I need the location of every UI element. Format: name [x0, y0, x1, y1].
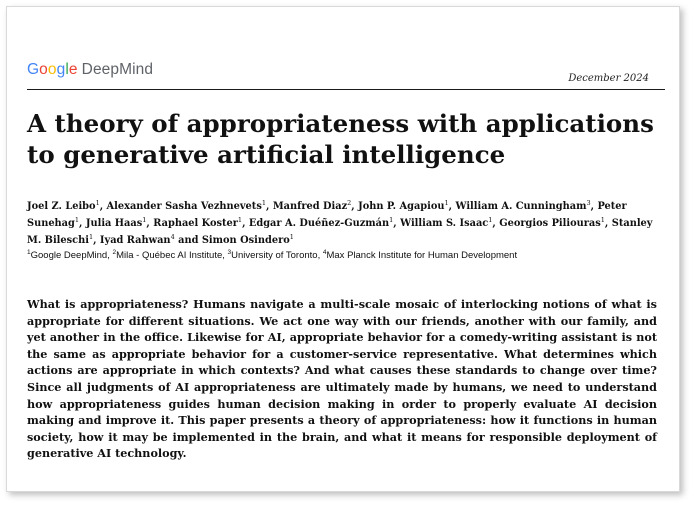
author-name: Edgar A. Duéñez-Guzmán — [248, 218, 390, 229]
author-name: Iyad Rahwan — [99, 235, 171, 246]
author-name: Simon Osindero — [201, 235, 290, 246]
author-affiliation-marker: 1 — [237, 216, 243, 224]
affiliation-name: Google DeepMind — [30, 250, 108, 261]
author-affiliation-marker: 1 — [74, 216, 80, 224]
author-name: Joel Z. Leibo — [27, 201, 96, 212]
publication-date: December 2024 — [568, 73, 649, 84]
paper-title — [27, 108, 667, 170]
author-affiliation-marker: 2 — [347, 199, 352, 207]
affiliation-number: 4 — [322, 249, 327, 256]
author-name: William A. Cunningham — [455, 201, 587, 212]
affiliation-name: Mila - Québec AI Institute — [116, 250, 223, 261]
author-name: Julia Haas — [85, 218, 143, 229]
author-name: William S. Isaac — [400, 218, 489, 229]
affiliation-number: 3 — [227, 249, 232, 256]
author-name: Peter Sunehag — [27, 201, 627, 229]
author-name: Georgios Piliouras — [499, 218, 601, 229]
abstract: What is appropriateness? Humans navigate a multi-scale mosaic of interlocking notions of what is appropriate for different situations. We act one way with our friends, another with our family, and yet another in the office. Likewise for AI, appropriate behavior for a comedy-writing assistant is not the same as appropriate behavior for a customer-service representative. What determines which actions are appropriate in which contexts? And what causes these standards to change over time? Since all judgments of AI appropriateness are ultimately made by humans, we need to understand how appropriateness guides human decision making in order to properly evaluate AI decision making and improve it. This paper presents a theory of appropriateness: how it functions in human society, how it may be implemented in the brain, and what it means for responsible deployment of generative AI technology. — [27, 297, 657, 461]
google-wordmark: Google — [27, 61, 78, 78]
author-name: Alexander Sasha Vezhnevets — [106, 201, 262, 212]
header-rule — [27, 89, 665, 90]
deepmind-wordmark: DeepMind — [81, 61, 154, 78]
google-deepmind-logo — [27, 61, 153, 79]
author-name: Manfred Diaz — [272, 201, 348, 212]
author-affiliation-marker: 1 — [600, 216, 605, 224]
author-affiliation-marker: 1 — [95, 199, 100, 207]
affiliation-number: 1 — [27, 249, 31, 256]
paper-page — [6, 6, 680, 492]
title-line-1: A theory of appropriateness with applications — [27, 109, 654, 138]
author-affiliation-marker: 3 — [586, 199, 591, 207]
author-name: Stanley M. Bileschi — [27, 218, 653, 246]
affiliation-list: $^1$Google DeepMind, $^2$Mila - Québec AI Institute, $^3$University of Toronto, $^4$Max Planck Institute for Human Development — [27, 249, 518, 261]
affiliation-name: University of Toronto — [231, 250, 318, 261]
affiliation-number: 2 — [112, 249, 117, 256]
author-affiliation-marker: 1 — [389, 216, 394, 224]
author-name: John P. Agapiou — [358, 201, 445, 212]
title-line-2: to generative artificial intelligence — [27, 140, 506, 169]
author-affiliation-marker: 1 — [142, 216, 147, 224]
author-list: Joel Z. Leibo$^1$, Alexander Sasha Vezhnevets$^1$, Manfred Diaz$^2$, John P. Agapiou$^1$, William A. Cunningham$^3$, Peter Sunehag$^1$, Julia Haas$^1$, Raphael Koster$^1$, Edgar A. Duéñez-Guzmán$^1$, William S. Isaac$^1$, Georgios Piliouras$^1$, Stanley M. Bileschi$^1$, Iyad Rahwan$^4$ and Simon Osindero$^1$ — [27, 199, 653, 246]
author-affiliation-marker: 1 — [444, 199, 449, 207]
author-affiliation-marker: 4 — [170, 233, 175, 241]
author-affiliation-marker: 1 — [261, 199, 266, 207]
author-affiliation-marker: 1 — [289, 233, 294, 241]
author-affiliation-marker: 1 — [488, 216, 493, 224]
affiliation-name: Max Planck Institute for Human Development — [326, 250, 518, 261]
author-name: Raphael Koster — [153, 218, 238, 229]
author-affiliation-marker: 1 — [88, 233, 94, 241]
page-header — [27, 61, 659, 89]
